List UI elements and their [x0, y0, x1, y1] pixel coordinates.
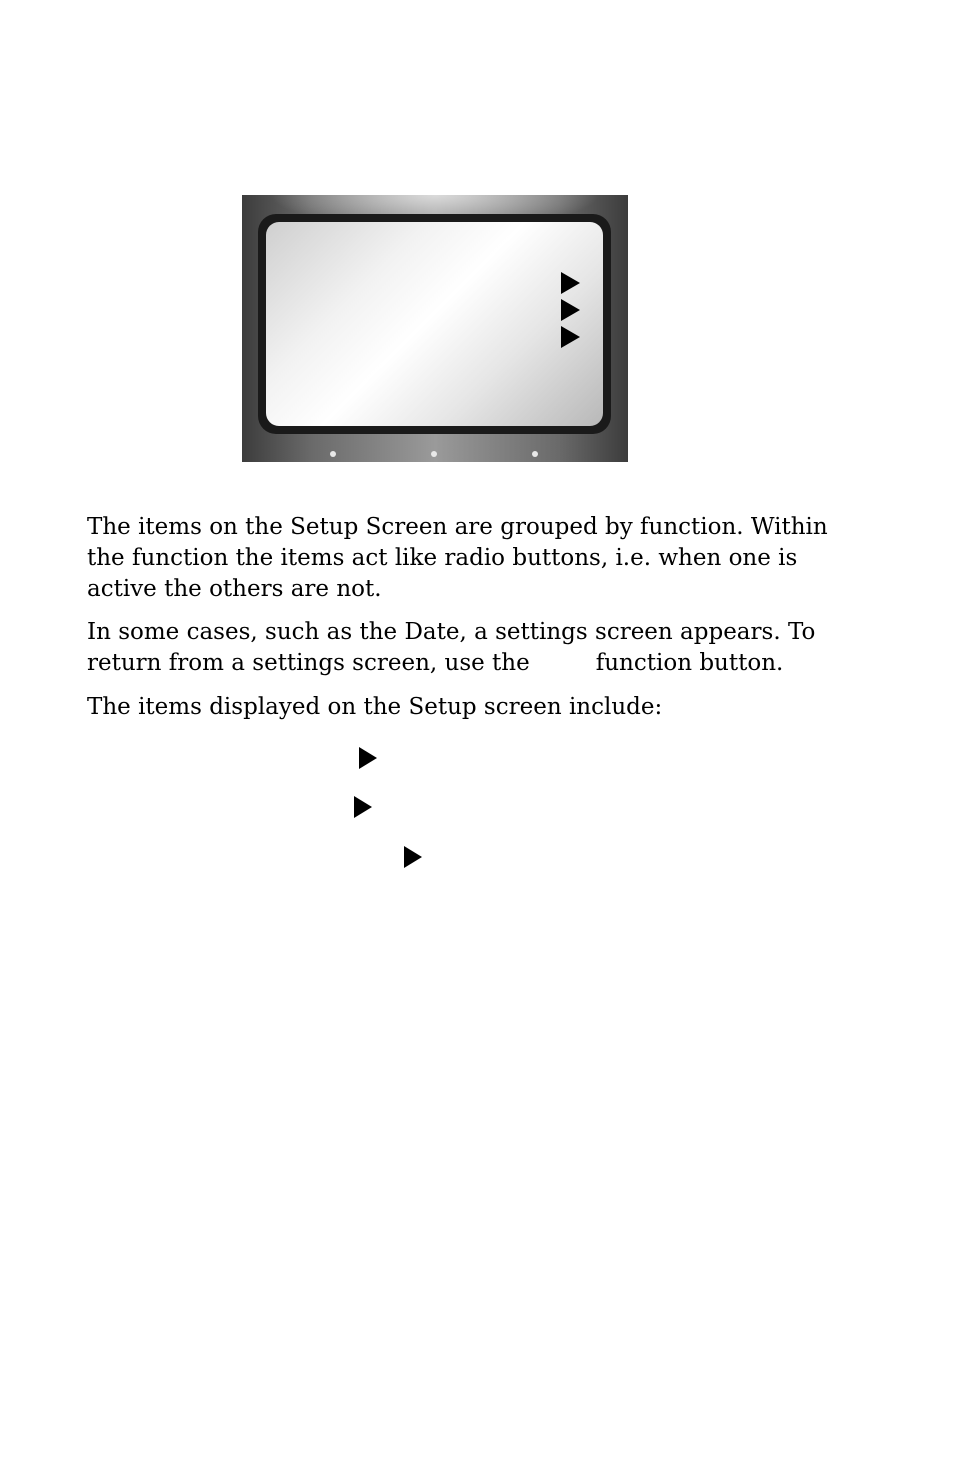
paragraph-grouping — [87, 512, 847, 605]
setup-screen — [266, 222, 603, 426]
text-line — [87, 648, 847, 679]
text-fragment: function button. — [595, 650, 784, 676]
function-button-dot-center — [431, 451, 437, 457]
text-line: The items on the Setup Screen are grouped by function. Within — [87, 514, 828, 540]
text-line: active the others are not. — [87, 576, 382, 602]
list-item-arrow-right-icon — [404, 846, 422, 868]
function-button-dot-right — [532, 451, 538, 457]
list-item-arrow-right-icon — [359, 747, 377, 769]
screen-arrow-right-icon — [561, 272, 580, 294]
list-item-arrow-right-icon — [354, 796, 372, 818]
screen-bezel — [258, 214, 611, 434]
paragraph-items-intro — [87, 692, 847, 723]
screen-arrow-right-icon — [561, 299, 580, 321]
text-line: the function the items act like radio buttons, i.e. when one is — [87, 545, 798, 571]
screen-arrow-right-icon — [561, 326, 580, 348]
function-button-dot-left — [330, 451, 336, 457]
device-illustration — [242, 195, 628, 462]
paragraph-settings-screen — [87, 617, 847, 679]
text-fragment: return from a settings screen, use the — [87, 650, 530, 676]
text-line: The items displayed on the Setup screen include: — [87, 694, 663, 720]
text-line: In some cases, such as the Date, a settings screen appears. To — [87, 619, 816, 645]
